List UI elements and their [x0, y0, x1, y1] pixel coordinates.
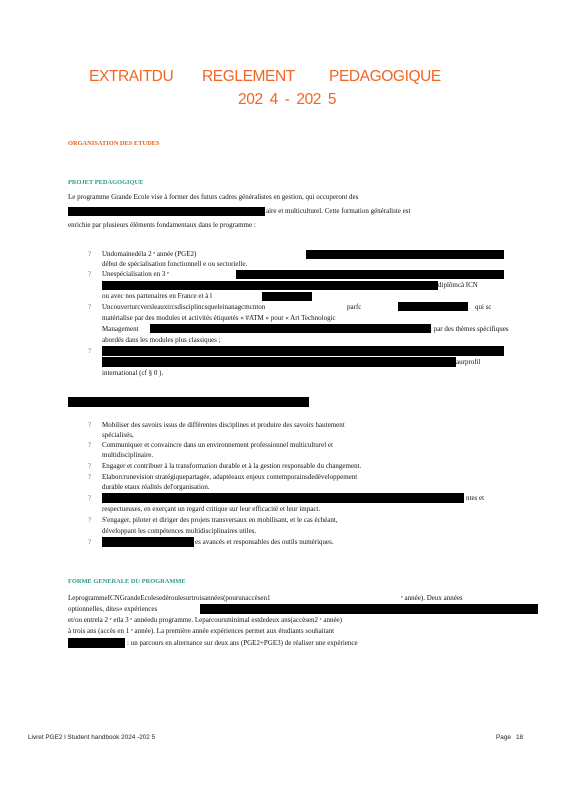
paragraph-line: et/ou entrela 2 ᵉ etla 3 ᵉ annéedu programme. Leparcoursminimal estdedeux ans(accèsen2 ᵉ année) — [68, 616, 342, 624]
bullet-text: ntes et — [466, 494, 485, 502]
bullet-icon: ? — [88, 347, 92, 355]
redaction-bar — [236, 270, 504, 279]
title-year: 202 4 - 202 5 — [238, 91, 337, 108]
bullet-text: Undomainedéla 2 ᵉ année (PGE2) — [102, 250, 197, 258]
bullet-icon: ? — [88, 516, 92, 524]
bullet-text: S'engager, piloter et diriger des projets transversaux en mobilisant, et le cas échéant, — [102, 516, 338, 524]
subheading-forme-generale: FORME GENERALE DU PROGRAMME — [68, 578, 186, 585]
bullet-text: durable etaux réalités del'organisation. — [102, 483, 210, 491]
bullet-text: respectueuses, en exerçant un regard critique sur leur efficacité et leur impact. — [102, 505, 321, 513]
redaction-bar — [102, 493, 464, 503]
redaction-bar — [398, 302, 468, 311]
bullet-text: abordés dans les modules plus classiques ; — [102, 336, 221, 344]
bullet-text: parfc — [347, 303, 362, 311]
bullet-icon: ? — [88, 421, 92, 429]
bullet-icon: ? — [88, 473, 92, 481]
footer-page-number: 18 — [516, 734, 524, 741]
redaction-bar — [102, 537, 194, 547]
bullet-icon: ? — [88, 538, 92, 546]
bullet-text: début de spécialisation fonctionnell e ou sectorielle. — [102, 260, 248, 268]
bullet-text: aurprofil — [456, 358, 481, 366]
bullet-icon: ? — [88, 494, 92, 502]
redaction-bar — [200, 604, 538, 614]
footer-title: Livret PGE2 l Student handbook 2024 -202 5 — [28, 734, 156, 741]
paragraph-line: LeprogrammeICNGrandeEcolesedéroulesurtroisannées(pourunaccèsen1 — [68, 594, 271, 602]
bullet-text: Communiquer et convaincre dans un environnement professionnel multiculturel et — [102, 441, 333, 449]
redaction-bar — [102, 281, 438, 290]
paragraph-line: aire et multiculturel. Cette formation généraliste est — [266, 207, 411, 215]
redaction-bar — [306, 250, 504, 259]
bullet-icon: ? — [88, 462, 92, 470]
bullet-icon: ? — [88, 303, 92, 311]
paragraph-line: enrichie par plusieurs éléments fondamentaux dans le programme : — [68, 221, 256, 229]
paragraph-line: Le programme Grande Ecole vise à former des futurs cadres généralistes en gestion, qui occuperont des — [68, 193, 359, 201]
redaction-bar — [68, 638, 125, 648]
bullet-text: Uncouverturcversleauxtrcsdisciplincsqueleinanagcmcnton — [102, 303, 266, 311]
redaction-bar — [102, 357, 456, 367]
paragraph-line: : un parcours en alternance sur deux ans (PGE2+PGE3) de réaliser une expérience — [127, 639, 358, 647]
bullet-text: ou avec nos partenaires en France et à l — [102, 292, 213, 300]
bullet-icon: ? — [88, 441, 92, 449]
paragraph-line: optionnelles, dites« expériences — [68, 605, 158, 613]
bullet-text: multidisciplinaire. — [102, 451, 154, 459]
paragraph-line: ᵉ année). Deux années — [401, 594, 463, 602]
bullet-text: Engager et contribuer à la transformation durable et à la gestion responsable du changement. — [102, 462, 362, 470]
redaction-bar — [102, 346, 504, 356]
bullet-text: es avancés et responsables des outils numériques. — [195, 538, 334, 546]
bullet-text: Management — [102, 325, 139, 333]
redaction-bar — [150, 324, 431, 333]
bullet-text: Elaborcrunevision stratégiquepartagée, adaptéeaux enjeux contemporainsdedéveloppement — [102, 473, 358, 481]
subheading-projet: PROJET PEDAGOGIQUE — [68, 179, 144, 186]
redaction-bar — [262, 292, 312, 301]
title-word-3: PEDAGOGIQUE — [329, 68, 441, 85]
title-word-2: REGLEMENT — [202, 68, 295, 85]
redaction-bar — [68, 207, 265, 216]
bullet-text: qui sc — [475, 303, 492, 311]
bullet-text: matérialise par des modules et activités étiquetés « #ATM » pour « Art Technologic — [102, 314, 336, 322]
bullet-text: développant les compétences multidisciplinaires utiles. — [102, 527, 257, 535]
footer-page-label: Page — [496, 734, 511, 741]
section-heading-organisation: ORGANISATION DES ETUDES — [68, 140, 160, 147]
redaction-bar — [68, 397, 309, 407]
bullet-icon: ? — [88, 250, 92, 258]
bullet-text: Unespécialisation en 3 ᵉ — [102, 270, 169, 278]
bullet-text: diplômcà ICN — [438, 281, 478, 289]
bullet-text: : par des thèmes spécifiques — [430, 325, 509, 333]
bullet-text: Mobiliser des savoirs issus de différentes disciplines et produire des savoirs hautement — [102, 421, 345, 429]
bullet-icon: ? — [88, 270, 92, 278]
title-word-1: EXTRAITDU — [89, 68, 174, 85]
bullet-text: international (cf § 0 ). — [102, 369, 164, 377]
paragraph-line: à trois ans (accès en 1 ᵉ année). La première année expériences permet aux étudiants souhaitant — [68, 627, 335, 635]
bullet-text: spécialisés, — [102, 431, 134, 439]
